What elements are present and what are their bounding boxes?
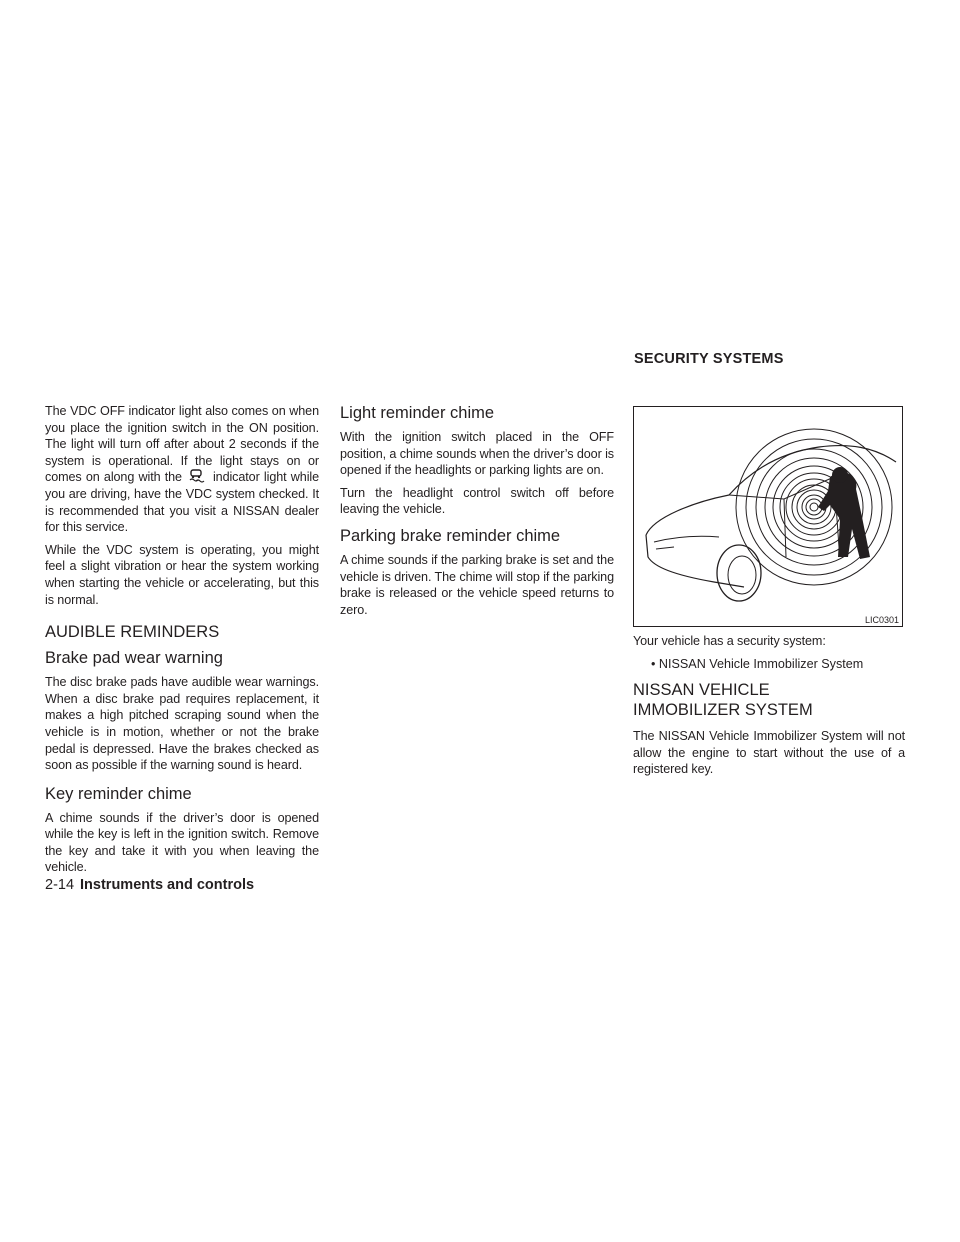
vdc-off-text-after: indicator light while you are driving, have the VDC system checked. It is recommended that you visit a NISSAN dealer for this service. xyxy=(45,470,319,535)
security-systems-title: SECURITY SYSTEMS xyxy=(634,351,784,367)
column-right xyxy=(633,633,905,784)
page-footer xyxy=(45,877,254,893)
key-reminder-paragraph: A chime sounds if the driver’s door is opened while the key is left in the ignition switch. Remove the key and take it with you when leaving the vehicle. xyxy=(45,810,319,875)
security-figure xyxy=(633,406,903,627)
audible-reminders-heading: AUDIBLE REMINDERS xyxy=(45,623,220,642)
page-number: 2-14 xyxy=(45,877,75,893)
vdc-operating-paragraph: While the VDC system is operating, you might feel a slight vibration or hear the system working when starting the vehicle or accelerating, but this is normal. xyxy=(45,542,319,607)
light-reminder-heading: Light reminder chime xyxy=(340,404,495,422)
parking-brake-paragraph: A chime sounds if the parking brake is set and the vehicle is driven. The chime will stop if the parking brake is released or the vehicle speed returns to zero. xyxy=(340,552,614,617)
vdc-off-paragraph xyxy=(45,403,319,536)
figure-code: LIC0301 xyxy=(864,615,899,625)
immobilizer-heading: NISSAN VEHICLE IMMOBILIZER SYSTEM xyxy=(633,681,813,720)
brake-pad-heading: Brake pad wear warning xyxy=(45,649,223,668)
vdc-off-text-before: The VDC OFF indicator light also comes on when you place the ignition switch in the ON position. The light will turn off after about 2 seconds if the system is operational. If the light stays on or comes on along with the xyxy=(45,404,319,485)
vehicle-skid-icon xyxy=(185,469,207,483)
parking-brake-heading: Parking brake reminder chime xyxy=(340,526,561,545)
car-security-illustration xyxy=(634,407,903,627)
chapter-title: Instruments and controls xyxy=(80,877,255,893)
light-reminder-paragraph-2: Turn the headlight control switch off before leaving the vehicle. xyxy=(340,485,614,517)
bullet-immobilizer: • NISSAN Vehicle Immobilizer System xyxy=(651,656,864,671)
column-middle xyxy=(340,403,614,624)
column-left xyxy=(45,403,319,882)
light-reminder-paragraph-1: With the ignition switch placed in the OFF position, a chime sounds when the driver’s door is opened if the headlights or parking lights are on. xyxy=(340,430,614,478)
brake-pad-paragraph: The disc brake pads have audible wear warnings. When a disc brake pad requires replacement, it makes a high pitched scraping sound when the vehicle is in motion, whether or not the brake pedal is depressed. Have the brakes checked as soon as possible if the warning sound is heard. xyxy=(45,675,319,773)
security-intro: Your vehicle has a security system: xyxy=(633,634,826,648)
immobilizer-paragraph: The NISSAN Vehicle Immobilizer System will not allow the engine to start without the use of a registered key. xyxy=(633,729,905,777)
key-reminder-heading: Key reminder chime xyxy=(45,784,192,803)
